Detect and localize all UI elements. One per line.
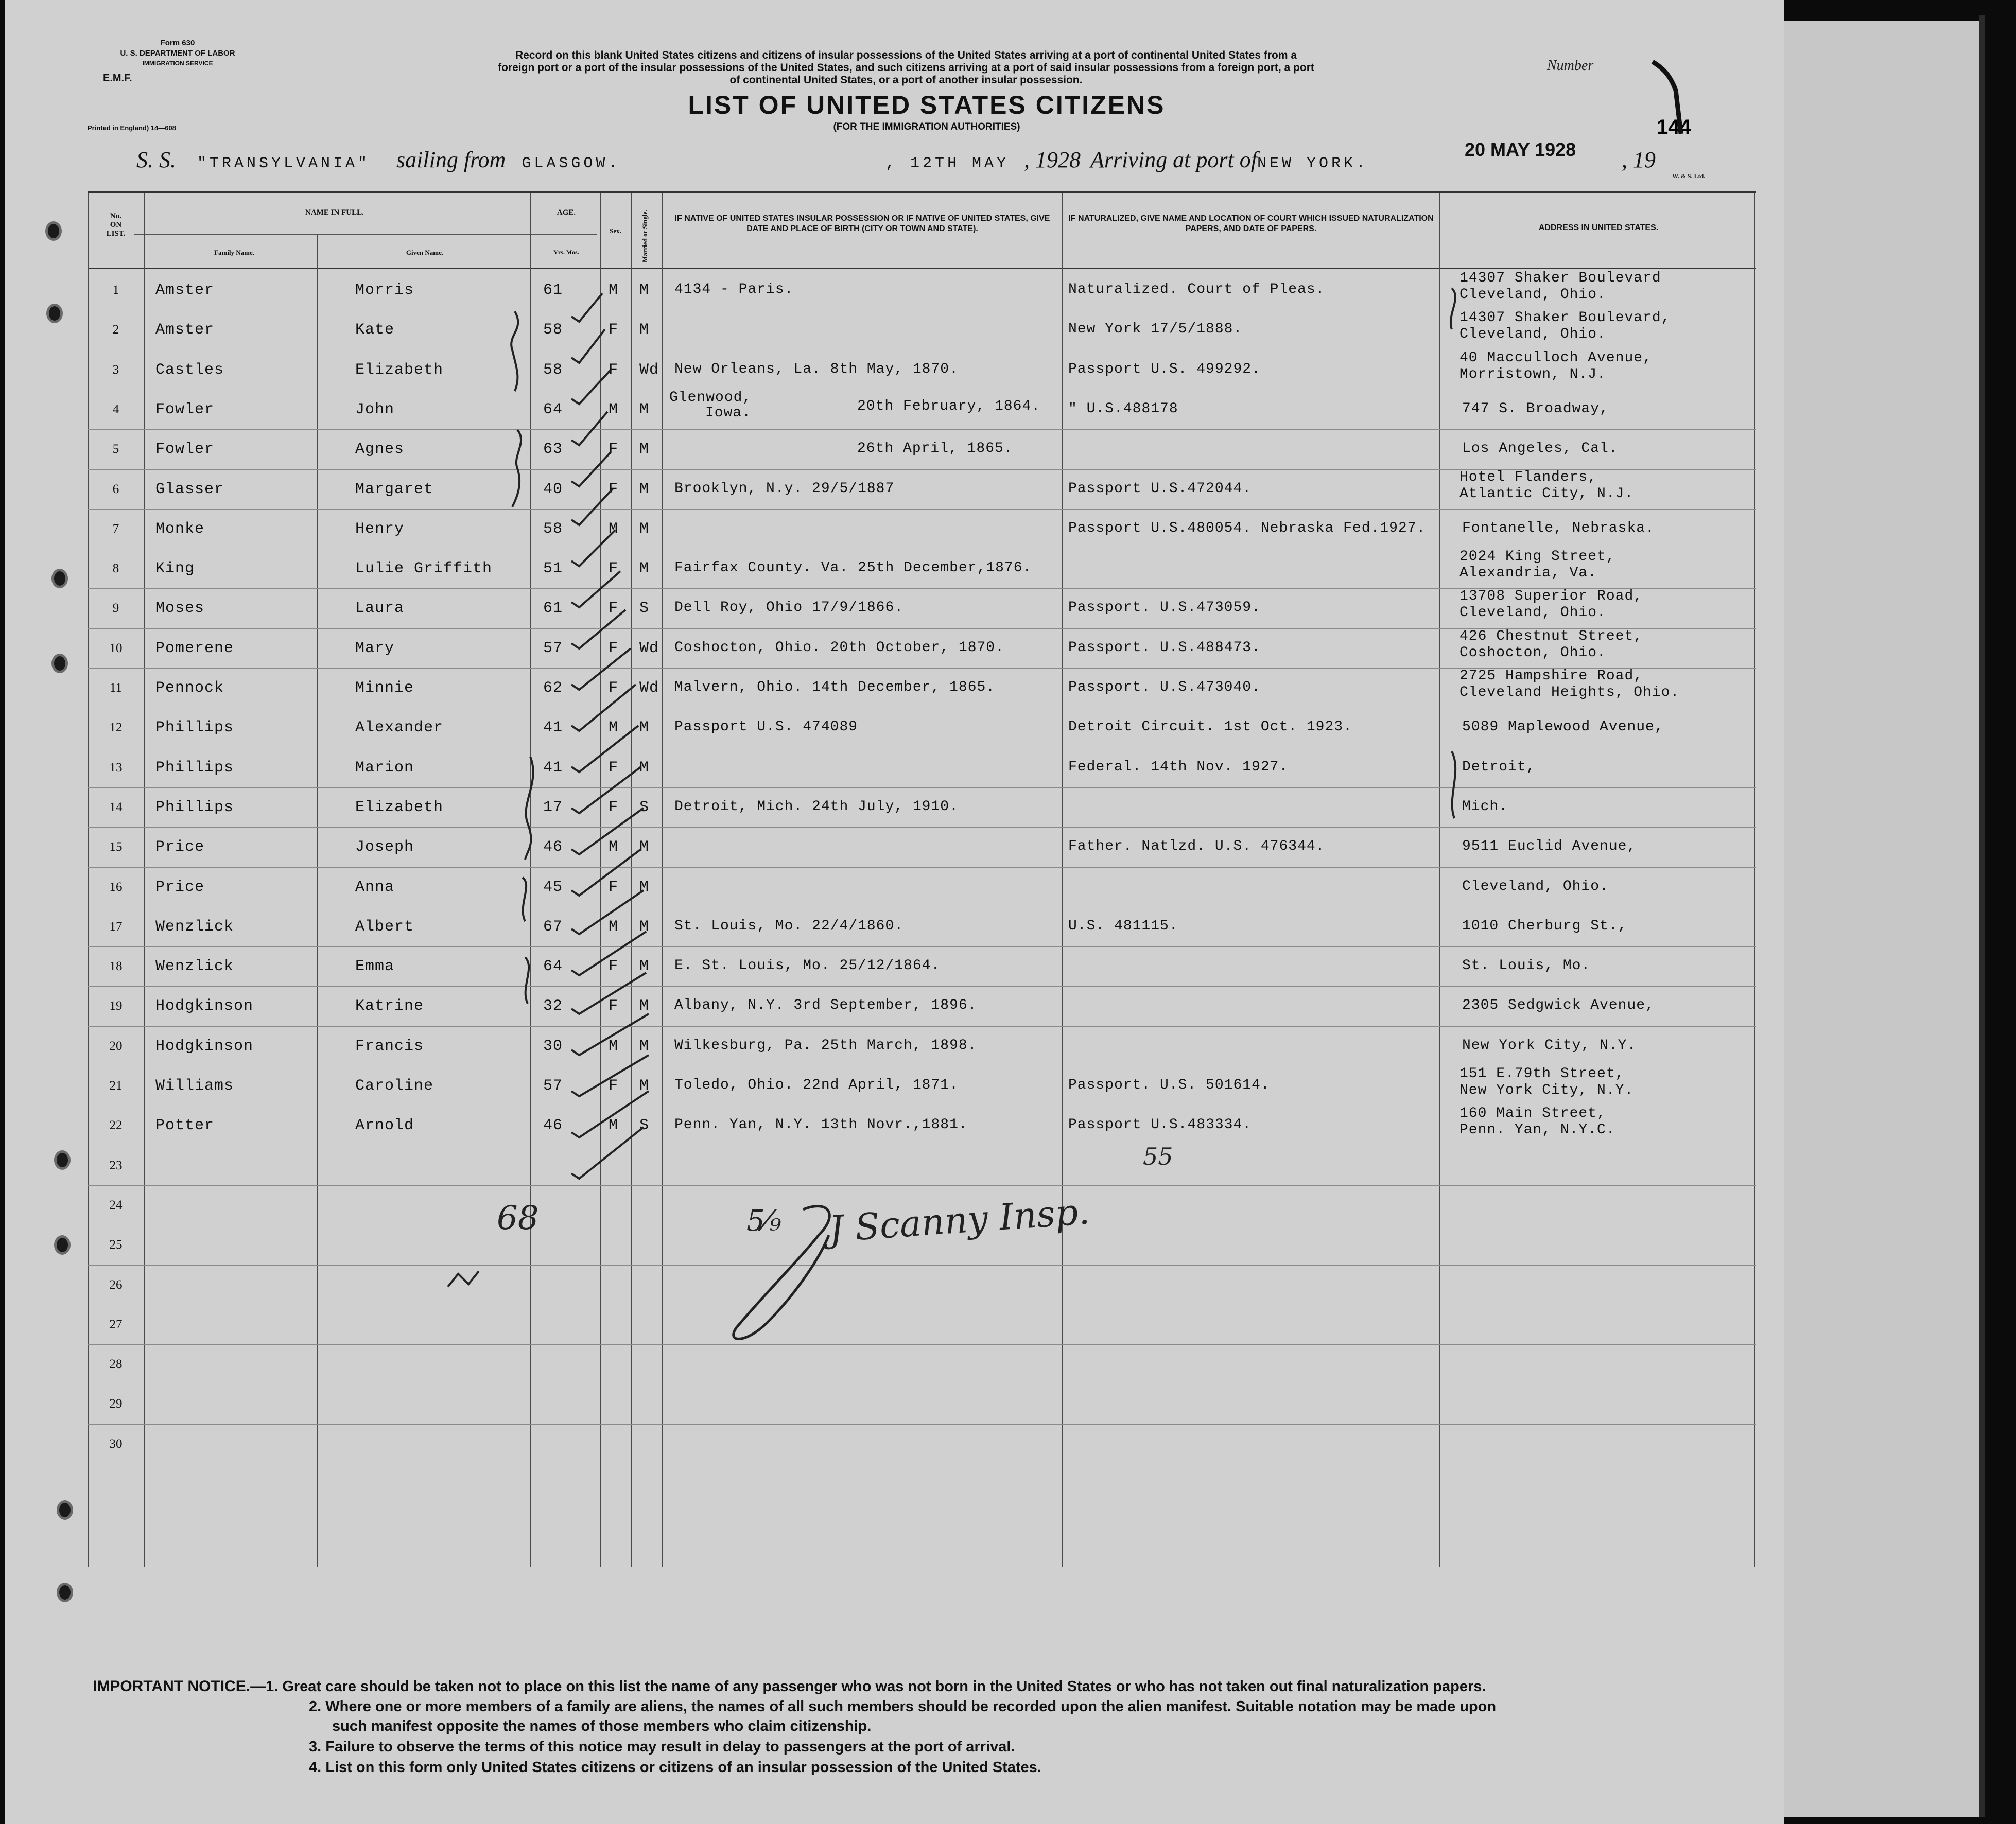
page-title: LIST OF UNITED STATES CITIZENS bbox=[688, 91, 1166, 119]
given-name: Arnold bbox=[355, 1117, 414, 1134]
family-name: Phillips bbox=[155, 719, 234, 736]
row-number: 23 bbox=[109, 1159, 123, 1172]
address-line-2: Cleveland Heights, Ohio. bbox=[1459, 685, 1680, 700]
family-name: Phillips bbox=[155, 799, 234, 816]
address: 2305 Sedgwick Avenue, bbox=[1462, 997, 1655, 1013]
notice-item-3: 3. Failure to observe the terms of this notice may result in delay to passengers at the port of arrival. bbox=[309, 1739, 1015, 1755]
birth-info: New Orleans, La. 8th May, 1870. bbox=[674, 361, 959, 377]
age: 58 bbox=[543, 520, 563, 538]
port-to: NEW YORK. bbox=[1257, 155, 1368, 172]
family-name: Wenzlick bbox=[155, 958, 234, 975]
naturalization-info: Detroit Circuit. 1st Oct. 1923. bbox=[1068, 719, 1352, 735]
header-sex: Sex. bbox=[610, 227, 621, 235]
row-number: 21 bbox=[109, 1079, 123, 1093]
sex: F bbox=[609, 1077, 619, 1095]
handwritten-68: 68 bbox=[497, 1199, 539, 1237]
header-married: Married or Single. bbox=[641, 209, 649, 262]
service: IMMIGRATION SERVICE bbox=[142, 60, 213, 67]
row-number: 10 bbox=[109, 641, 123, 655]
row-number: 8 bbox=[112, 562, 119, 575]
row-number: 15 bbox=[109, 840, 123, 854]
sex: F bbox=[609, 997, 619, 1015]
birth-info: Albany, N.Y. 3rd September, 1896. bbox=[674, 997, 977, 1013]
notice-item-2a: 2. Where one or more members of a family are aliens, the names of all such members should be recorded upon the alien manifest. Suitable notation may be made upon bbox=[309, 1698, 1497, 1715]
ss-label: S. S. bbox=[136, 147, 176, 172]
given-name: Elizabeth bbox=[355, 361, 444, 379]
printed-note: Printed in England) 14—608 bbox=[88, 124, 176, 132]
birth-info: Wilkesburg, Pa. 25th March, 1898. bbox=[674, 1038, 977, 1054]
marital-status: M bbox=[639, 759, 650, 777]
address: New York City, N.Y. bbox=[1462, 1038, 1637, 1054]
birth-place: Glenwood, bbox=[669, 390, 752, 406]
marital-status: S bbox=[639, 799, 650, 816]
sex: F bbox=[609, 441, 619, 458]
given-name: Caroline bbox=[355, 1077, 434, 1095]
given-name: Margaret bbox=[355, 481, 434, 498]
birth-place-state: Iowa. bbox=[705, 405, 752, 421]
given-name: Anna bbox=[355, 879, 395, 896]
birth-info: 26th April, 1865. bbox=[857, 441, 1013, 457]
sex: F bbox=[609, 759, 619, 777]
marital-status: M bbox=[639, 958, 650, 975]
given-name: Joseph bbox=[355, 838, 414, 856]
family-name: Fowler bbox=[155, 401, 215, 418]
sex: M bbox=[609, 520, 619, 538]
age: 58 bbox=[543, 321, 563, 339]
marital-status: M bbox=[639, 520, 650, 538]
address: 747 S. Broadway, bbox=[1462, 401, 1609, 417]
row-number: 22 bbox=[109, 1118, 123, 1132]
address-line-1: 14307 Shaker Boulevard bbox=[1459, 270, 1661, 286]
notice-item-4: 4. List on this form only United States citizens or citizens of an insular possession of the United States. bbox=[309, 1759, 1041, 1776]
instruction-line-3: of continental United States, or a port of another insular possession. bbox=[729, 74, 1083, 86]
family-name: Phillips bbox=[155, 759, 234, 777]
naturalization-info: Passport U.S.480054. Nebraska Fed.1927. bbox=[1068, 520, 1426, 536]
address-line-2: Atlantic City, N.J. bbox=[1459, 486, 1634, 502]
sex: M bbox=[609, 1038, 619, 1055]
age: 46 bbox=[543, 838, 563, 856]
address: St. Louis, Mo. bbox=[1462, 958, 1591, 974]
handwriting-overlay bbox=[5, 0, 1784, 1824]
row-number: 4 bbox=[112, 402, 119, 416]
header-given: Given Name. bbox=[406, 249, 444, 256]
row-number: 17 bbox=[109, 920, 123, 934]
adjacent-page-edge bbox=[1784, 21, 1979, 1817]
row-number: 6 bbox=[112, 482, 119, 496]
given-name: Albert bbox=[355, 918, 414, 936]
marital-status: M bbox=[639, 838, 650, 856]
sex: F bbox=[609, 600, 619, 617]
family-name: Hodgkinson bbox=[155, 1038, 254, 1055]
row-number: 27 bbox=[109, 1318, 123, 1331]
emf-label: E.M.F. bbox=[103, 73, 132, 84]
notice-item-1: 1. Great care should be taken not to place on this list the name of any passenger who was not born in the United States or who has not taken out final naturalization papers. bbox=[266, 1678, 1486, 1695]
instruction-line-1: Record on this blank United States citizens and citizens of insular possessions of the United States arriving at a port of continental United States from a bbox=[515, 49, 1297, 61]
header-yrs-mos: Yrs. Mos. bbox=[553, 249, 579, 256]
marital-status: M bbox=[639, 918, 650, 936]
inspector-signature: J Scanny Insp. bbox=[827, 1190, 1091, 1251]
department: U. S. DEPARTMENT OF LABOR bbox=[120, 49, 235, 58]
given-name: Laura bbox=[355, 600, 405, 617]
sex: F bbox=[609, 560, 619, 577]
birth-info: E. St. Louis, Mo. 25/12/1864. bbox=[674, 958, 941, 974]
marital-status: M bbox=[639, 441, 650, 458]
age: 62 bbox=[543, 679, 563, 697]
row-number: 29 bbox=[109, 1397, 123, 1411]
given-name: Marion bbox=[355, 759, 414, 777]
family-name: Pennock bbox=[155, 679, 224, 697]
row-number: 24 bbox=[109, 1198, 123, 1212]
address-line-2: Morristown, N.J. bbox=[1459, 366, 1606, 382]
family-name: Pomerene bbox=[155, 640, 234, 657]
marital-status: M bbox=[639, 1077, 650, 1095]
instruction-line-2: foreign port or a port of the insular possessions of the United States, and such citizens arriving at a port of said insular possessions from a foreign port, a port bbox=[498, 62, 1314, 74]
address: Mich. bbox=[1462, 799, 1508, 815]
age: 64 bbox=[543, 958, 563, 975]
arrival-date-stamp: 20 MAY 1928 bbox=[1465, 139, 1576, 160]
given-name: Katrine bbox=[355, 997, 424, 1015]
address: 5089 Maplewood Avenue, bbox=[1462, 719, 1664, 735]
marital-status: M bbox=[639, 1038, 650, 1055]
given-name: Emma bbox=[355, 958, 395, 975]
birth-info: Passport U.S. 474089 bbox=[674, 719, 858, 735]
marital-status: M bbox=[639, 481, 650, 498]
age: 32 bbox=[543, 997, 563, 1015]
address-line-1: Hotel Flanders, bbox=[1459, 469, 1597, 485]
row-number: 20 bbox=[109, 1039, 123, 1053]
year-digit: 8 bbox=[1069, 147, 1081, 172]
sex: M bbox=[609, 918, 619, 936]
sailing-date: , 12TH MAY bbox=[885, 155, 1010, 172]
naturalization-info: U.S. 481115. bbox=[1068, 918, 1178, 934]
given-name: Elizabeth bbox=[355, 799, 444, 816]
marital-status: S bbox=[639, 1117, 650, 1134]
naturalization-info: Passport. U.S.473059. bbox=[1068, 600, 1261, 616]
notice-line-1 bbox=[93, 1678, 1486, 1695]
marital-status: M bbox=[639, 879, 650, 896]
row-number: 14 bbox=[109, 800, 123, 814]
row-number: 5 bbox=[112, 442, 119, 456]
given-name: Francis bbox=[355, 1038, 424, 1055]
address: Detroit, bbox=[1462, 759, 1536, 775]
birth-info: Fairfax County. Va. 25th December,1876. bbox=[674, 560, 1032, 576]
family-name: Amster bbox=[155, 282, 215, 299]
age: 57 bbox=[543, 640, 563, 657]
row-number: 11 bbox=[109, 681, 123, 695]
age: 61 bbox=[543, 282, 563, 299]
page-subtitle: (FOR THE IMMIGRATION AUTHORITIES) bbox=[833, 121, 1020, 132]
age: 63 bbox=[543, 441, 563, 458]
given-name: Lulie Griffith bbox=[355, 560, 493, 577]
address-line-1: 151 E.79th Street, bbox=[1459, 1066, 1625, 1082]
naturalization-info: Naturalized. Court of Pleas. bbox=[1068, 282, 1325, 297]
notice-heading: IMPORTANT NOTICE.— bbox=[93, 1678, 266, 1695]
age: 64 bbox=[543, 401, 563, 418]
manifest-sheet bbox=[5, 0, 1784, 1824]
address-line-2: Alexandria, Va. bbox=[1459, 565, 1597, 581]
address-line-2: Coshocton, Ohio. bbox=[1459, 645, 1606, 661]
naturalization-info: Father. Natlzd. U.S. 476344. bbox=[1068, 838, 1325, 854]
address-line-2: Cleveland, Ohio. bbox=[1459, 287, 1606, 303]
given-name: Mary bbox=[355, 640, 395, 657]
family-name: King bbox=[155, 560, 195, 577]
sex: M bbox=[609, 1117, 619, 1134]
handwritten-55: 55 bbox=[1143, 1143, 1173, 1170]
birth-info: Brooklyn, N.y. 29/5/1887 bbox=[674, 481, 895, 497]
marital-status: Wd bbox=[639, 640, 659, 657]
family-name: Williams bbox=[155, 1077, 234, 1095]
sex: F bbox=[609, 361, 619, 379]
header-birth: IF NATIVE OF UNITED STATES INSULAR POSSESSION OR IF NATIVE OF UNITED STATES, GIVE DATE AND PLACE OF BIRTH (CITY OR TOWN AND STATE). bbox=[674, 214, 1050, 233]
age: 45 bbox=[543, 879, 563, 896]
row-number: 28 bbox=[109, 1357, 123, 1371]
handwritten-fraction: 5⁄₉ bbox=[746, 1204, 781, 1238]
row-number: 19 bbox=[109, 999, 123, 1013]
printer-mark: W. & S. Ltd. bbox=[1672, 172, 1706, 180]
family-name: Potter bbox=[155, 1117, 215, 1134]
birth-info: 4134 - Paris. bbox=[674, 282, 794, 297]
family-name: Amster bbox=[155, 321, 215, 339]
row-number: 7 bbox=[112, 522, 119, 536]
sex: M bbox=[609, 282, 619, 299]
address: Los Angeles, Cal. bbox=[1462, 441, 1618, 457]
sex: F bbox=[609, 958, 619, 975]
address: 1010 Cherburg St., bbox=[1462, 918, 1627, 934]
sex: F bbox=[609, 481, 619, 498]
sex: F bbox=[609, 799, 619, 816]
marital-status: M bbox=[639, 282, 650, 299]
naturalization-info: New York 17/5/1888. bbox=[1068, 321, 1243, 337]
address-line-1: 2725 Hampshire Road, bbox=[1459, 668, 1643, 684]
arriving-label: Arriving at port of bbox=[1090, 147, 1257, 172]
age: 41 bbox=[543, 759, 563, 777]
year-label: , 192 bbox=[1024, 147, 1070, 172]
naturalization-info: Passport. U.S. 501614. bbox=[1068, 1077, 1270, 1093]
age: 40 bbox=[543, 481, 563, 498]
address: Fontanelle, Nebraska. bbox=[1462, 520, 1655, 536]
family-name: Glasser bbox=[155, 481, 224, 498]
header-address: ADDRESS IN UNITED STATES. bbox=[1538, 223, 1659, 232]
marital-status: M bbox=[639, 321, 650, 339]
header-naturalized: IF NATURALIZED, GIVE NAME AND LOCATION OF COURT WHICH ISSUED NATURALIZATION PAPERS, AND DATE OF PAPERS. bbox=[1068, 214, 1434, 233]
header-family: Family Name. bbox=[214, 249, 254, 256]
naturalization-info: Passport U.S.483334. bbox=[1068, 1117, 1252, 1133]
address-line-1: 2024 King Street, bbox=[1459, 549, 1615, 565]
address-line-1: 426 Chestnut Street, bbox=[1459, 628, 1643, 644]
row-number: 9 bbox=[112, 601, 119, 615]
address-line-1: 40 Macculloch Avenue, bbox=[1459, 350, 1652, 366]
row-number: 12 bbox=[109, 721, 123, 734]
birth-info: Toledo, Ohio. 22nd April, 1871. bbox=[674, 1077, 959, 1093]
marital-status: M bbox=[639, 560, 650, 577]
sex: F bbox=[609, 679, 619, 697]
given-name: Minnie bbox=[355, 679, 414, 697]
sailing-label: sailing from bbox=[396, 147, 506, 172]
family-name: Fowler bbox=[155, 441, 215, 458]
sex: M bbox=[609, 838, 619, 856]
address: Cleveland, Ohio. bbox=[1462, 879, 1609, 895]
given-name: Henry bbox=[355, 520, 405, 538]
naturalization-info: Passport. U.S.488473. bbox=[1068, 640, 1261, 656]
given-name: John bbox=[355, 401, 395, 418]
naturalization-info: Passport. U.S.473040. bbox=[1068, 679, 1261, 695]
header-age: AGE. bbox=[557, 208, 576, 217]
age: 57 bbox=[543, 1077, 563, 1095]
sex: F bbox=[609, 321, 619, 339]
birth-info: St. Louis, Mo. 22/4/1860. bbox=[674, 918, 904, 934]
row-number: 16 bbox=[109, 880, 123, 894]
number-label: Number bbox=[1547, 58, 1594, 74]
family-name: Price bbox=[155, 838, 205, 856]
marital-status: S bbox=[639, 600, 650, 617]
birth-info: Penn. Yan, N.Y. 13th Novr.,1881. bbox=[674, 1117, 968, 1133]
row-number: 3 bbox=[112, 363, 119, 377]
age: 58 bbox=[543, 361, 563, 379]
row-number: 30 bbox=[109, 1437, 123, 1451]
birth-info: Malvern, Ohio. 14th December, 1865. bbox=[674, 679, 996, 695]
row-number: 13 bbox=[109, 761, 123, 775]
number-value: 144 bbox=[1657, 116, 1691, 138]
address-line-2: Cleveland, Ohio. bbox=[1459, 605, 1606, 621]
given-name: Morris bbox=[355, 282, 414, 299]
sex: M bbox=[609, 401, 619, 418]
address-line-1: 160 Main Street, bbox=[1459, 1106, 1606, 1121]
birth-date: 20th February, 1864. bbox=[857, 398, 1041, 414]
marital-status: M bbox=[639, 401, 650, 418]
birth-info: Coshocton, Ohio. 20th October, 1870. bbox=[674, 640, 1004, 656]
age: 41 bbox=[543, 719, 563, 736]
family-name: Monke bbox=[155, 520, 205, 538]
marital-status: M bbox=[639, 719, 650, 736]
header-name-in-full: NAME IN FULL. bbox=[305, 208, 364, 217]
age: 46 bbox=[543, 1117, 563, 1134]
family-name: Hodgkinson bbox=[155, 997, 254, 1015]
address-line-2: New York City, N.Y. bbox=[1459, 1082, 1634, 1098]
age: 61 bbox=[543, 600, 563, 617]
family-name: Castles bbox=[155, 361, 224, 379]
age: 51 bbox=[543, 560, 563, 577]
given-name: Agnes bbox=[355, 441, 405, 458]
address-line-2: Penn. Yan, N.Y.C. bbox=[1459, 1122, 1615, 1138]
naturalization-info: Passport U.S.472044. bbox=[1068, 481, 1252, 497]
row-number: 2 bbox=[112, 323, 119, 337]
row-number: 18 bbox=[109, 959, 123, 973]
marital-status: Wd bbox=[639, 361, 659, 379]
form-number: Form 630 bbox=[160, 39, 195, 47]
address: 9511 Euclid Avenue, bbox=[1462, 838, 1637, 854]
marital-status: Wd bbox=[639, 679, 659, 697]
birth-info: Detroit, Mich. 24th July, 1910. bbox=[674, 799, 959, 815]
family-name: Wenzlick bbox=[155, 918, 234, 936]
address-line-1: 14307 Shaker Boulevard, bbox=[1459, 310, 1671, 326]
marital-status: M bbox=[639, 997, 650, 1015]
age: 17 bbox=[543, 799, 563, 816]
notice-item-2b: such manifest opposite the names of those members who claim citizenship. bbox=[332, 1718, 872, 1734]
naturalization-info: Federal. 14th Nov. 1927. bbox=[1068, 759, 1289, 775]
naturalization-info: Passport U.S. 499292. bbox=[1068, 361, 1261, 377]
page-binding-shadow bbox=[1979, 15, 1985, 1817]
age: 30 bbox=[543, 1038, 563, 1055]
header-no: No. ON LIST. bbox=[106, 212, 126, 238]
naturalization-info: " U.S.488178 bbox=[1068, 401, 1178, 417]
row-number: 25 bbox=[109, 1238, 123, 1252]
ship-name: "TRANSYLVANIA" bbox=[197, 155, 371, 172]
given-name: Alexander bbox=[355, 719, 444, 736]
port-from: GLASGOW. bbox=[522, 155, 621, 172]
sex: M bbox=[609, 719, 619, 736]
address-line-1: 13708 Superior Road, bbox=[1459, 588, 1643, 604]
sex: F bbox=[609, 879, 619, 896]
birth-info: Dell Roy, Ohio 17/9/1866. bbox=[674, 600, 904, 616]
row-number: 1 bbox=[112, 283, 119, 297]
age: 67 bbox=[543, 918, 563, 936]
year2-label: , 19 bbox=[1622, 147, 1656, 172]
address-line-2: Cleveland, Ohio. bbox=[1459, 326, 1606, 342]
given-name: Kate bbox=[355, 321, 395, 339]
family-name: Price bbox=[155, 879, 205, 896]
row-number: 26 bbox=[109, 1278, 123, 1292]
sex: F bbox=[609, 640, 619, 657]
family-name: Moses bbox=[155, 600, 205, 617]
